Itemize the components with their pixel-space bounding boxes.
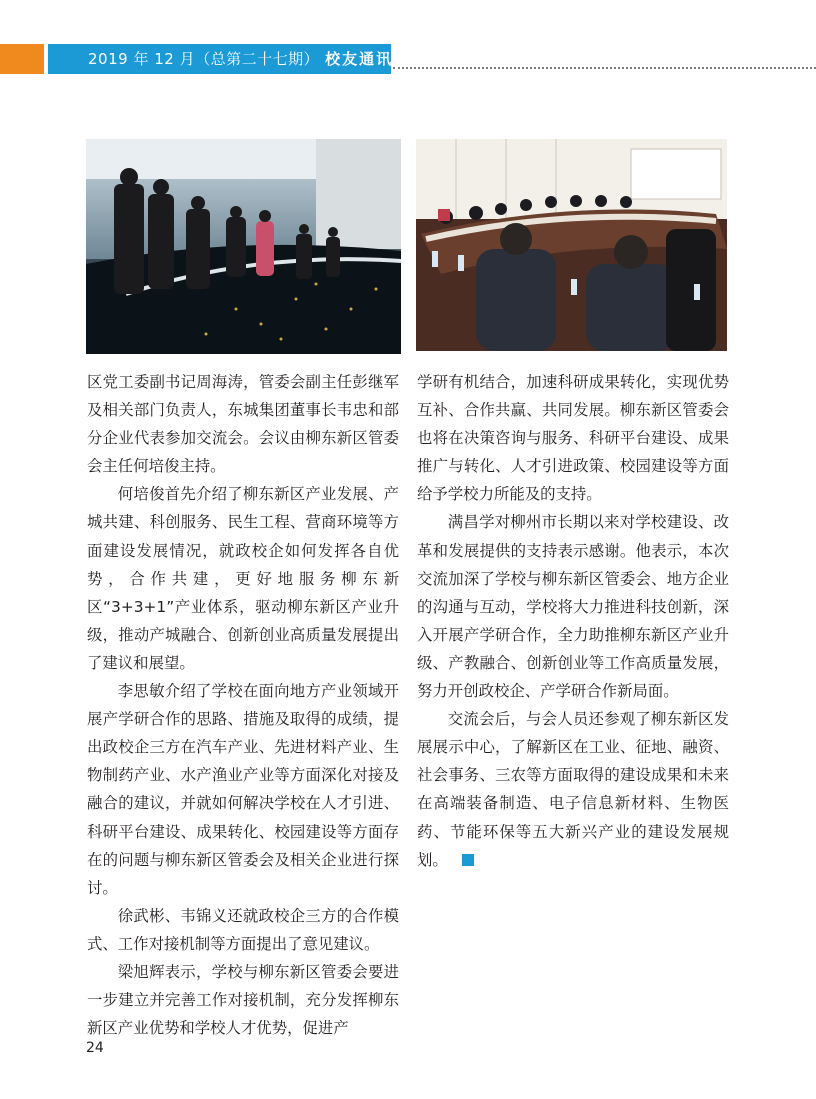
article-paragraph: 何培俊首先介绍了柳东新区产业发展、产城共建、科创服务、民生工程、营商环境等方面建设发展情况，就政校企如何发挥各自优势，合作共建，更好地服务柳东新区“3+3+1”产业体系，驱动柳东新区产业升级，推动产城融合、创新创业高质量发展提出了建议和展望。 bbox=[87, 485, 399, 672]
magazine-title: 校友通讯 bbox=[325, 50, 394, 68]
article-paragraph: 交流会后，与会人员还参观了柳东新区发展展示中心，了解新区在工业、征地、融资、社会事务、三农等方面取得的建设成果和未来在高端装备制造、电子信息新材料、生物医药、节能环保等五大新兴产业的建设发展规划。 bbox=[417, 710, 729, 869]
article-paragraph: 区党工委副书记周海涛，管委会副主任彭继军及相关部门负责人，东城集团董事长韦忠和部分企业代表参加交流会。会议由柳东新区管委会主任何培俊主持。 bbox=[87, 373, 399, 476]
header-dotted-rule bbox=[393, 67, 816, 69]
end-of-article-mark bbox=[462, 854, 474, 866]
exhibition-scene-illustration bbox=[86, 139, 401, 354]
article-column-left bbox=[87, 368, 399, 1042]
article-paragraph: 梁旭辉表示，学校与柳东新区管委会要进一步建立并完善工作对接机制，充分发挥柳东新区产业优势和学校人才优势，促进产 bbox=[87, 962, 399, 1038]
article-paragraph: 徐武彬、韦锦义还就政校企三方的合作模式、工作对接机制等方面提出了意见建议。 bbox=[87, 906, 399, 953]
header-bar bbox=[48, 44, 394, 74]
page-number: 24 bbox=[86, 1040, 104, 1056]
exhibition-hall-visit-photo bbox=[86, 139, 401, 354]
article-paragraph: 李思敏介绍了学校在面向地方产业领域开展产学研合作的思路、措施及取得的成绩，提出政校企三方在汽车产业、先进材料产业、生物制药产业、水产渔业产业等方面深化对接及融合的建议，并就如何解决学校在人才引进、科研平台建设、成果转化、校园建设等方面存在的问题与柳东新区管委会及相关企业进行探讨。 bbox=[87, 682, 399, 897]
article-column-right bbox=[417, 368, 729, 874]
header-orange-block bbox=[0, 44, 44, 74]
meeting-room-exchange-photo bbox=[416, 139, 727, 351]
issue-label: 2019 年 12 月（总第二十七期） bbox=[88, 50, 320, 68]
article-paragraph: 满昌学对柳州市长期以来对学校建设、改革和发展提供的支持表示感谢。他表示，本次交流加深了学校与柳东新区管委会、地方企业的沟通与互动，学校将大力推进科技创新，深入开展产学研合作，全力助推柳东新区产业升级、产教融合、创新创业等工作高质量发展，努力开创政校企、产学研合作新局面。 bbox=[417, 513, 729, 701]
article-paragraph: 学研有机结合，加速科研成果转化，实现优势互补、合作共赢、共同发展。柳东新区管委会也将在决策咨询与服务、科研平台建设、成果推广与转化、人才引进政策、校园建设等方面给予学校力所能及的支持。 bbox=[417, 373, 729, 504]
meeting-scene-illustration bbox=[416, 139, 727, 351]
